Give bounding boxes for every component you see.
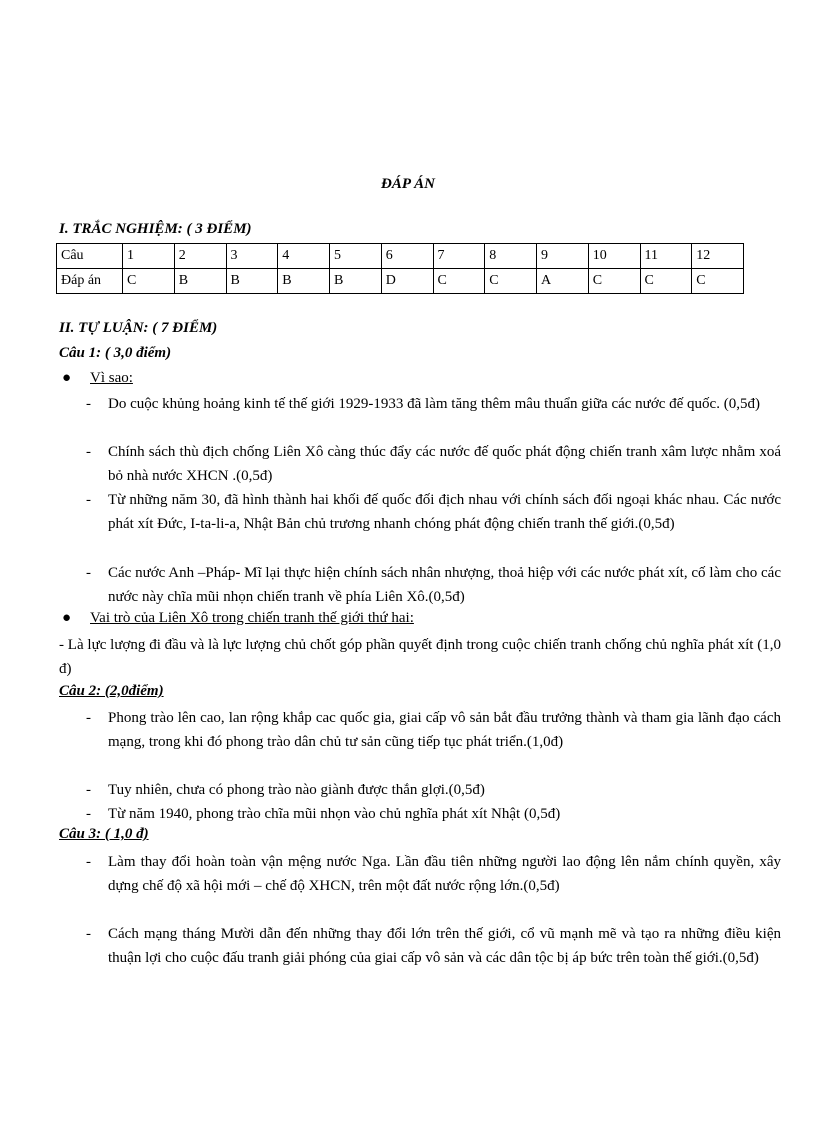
dash-icon: -: [86, 926, 91, 942]
table-cell-answer: C: [433, 269, 485, 294]
table-cell-answer: C: [485, 269, 537, 294]
list-item: [86, 850, 781, 898]
bullet-role-label: Vai trò của Liên Xô trong chiến tranh thế giới thứ hai:: [90, 610, 414, 626]
list-item-text: Từ năm 1940, phong trào chĩa mũi nhọn vào chủ nghĩa phát xít Nhật (0,5đ): [108, 806, 561, 822]
table-cell-answer: C: [692, 269, 744, 294]
table-cell-question: 12: [692, 244, 744, 269]
table-row-answers: [57, 269, 744, 294]
dash-icon: -: [86, 806, 91, 822]
question2-heading: Câu 2: (2,0điểm): [59, 683, 164, 699]
table-cell-answer: B: [278, 269, 330, 294]
list-item-text: Tuy nhiên, chưa có phong trào nào giành được thắn glợi.(0,5đ): [108, 782, 485, 798]
dash-icon: -: [86, 854, 91, 870]
bullet-icon: ●: [62, 610, 72, 626]
table-cell-question: 3: [226, 244, 278, 269]
section1-heading: I. TRẮC NGHIỆM: ( 3 ĐIỂM): [59, 221, 252, 237]
table-cell-question: 6: [381, 244, 433, 269]
table-cell-answer: D: [381, 269, 433, 294]
bullet-why-label: Vì sao:: [90, 370, 133, 386]
list-item: [86, 778, 781, 802]
table-cell-label: Đáp án: [57, 269, 123, 294]
table-cell-question: 11: [640, 244, 692, 269]
list-item: [86, 392, 781, 416]
dash-icon: -: [86, 492, 91, 508]
table-cell-question: 10: [588, 244, 640, 269]
table-cell-question: 8: [485, 244, 537, 269]
section2-heading: II. TỰ LUẬN: ( 7 ĐIỂM): [59, 320, 218, 336]
question1-heading: Câu 1: ( 3,0 điểm): [59, 345, 172, 361]
list-item-text: Phong trào lên cao, lan rộng khắp cac quốc gia, giai cấp vô sản bắt đầu trưởng thành và tham gia lãnh đạo cách mạng, trong khi đó phong trào dân chủ tư sản cũng tiếp tục phát triển.(1,0đ): [108, 710, 781, 750]
list-item: [86, 488, 781, 536]
list-item: [86, 922, 781, 970]
table-cell-question: 1: [123, 244, 175, 269]
table-cell-question: 4: [278, 244, 330, 269]
table-cell-label: Câu: [57, 244, 123, 269]
list-item: [86, 440, 781, 488]
table-cell-answer: C: [588, 269, 640, 294]
dash-icon: -: [86, 710, 91, 726]
question3-heading: Câu 3: ( 1,0 đ): [59, 826, 149, 842]
role-text: - Là lực lượng đi đầu và là lực lượng chủ chốt góp phần quyết định trong cuộc chiến tranh chống chủ nghĩa phát xít (1,0 đ): [59, 637, 781, 677]
table-cell-question: 9: [537, 244, 589, 269]
table-cell-answer: A: [537, 269, 589, 294]
list-item-text: Các nước Anh –Pháp- Mĩ lại thực hiện chính sách nhân nhượng, thoả hiệp với các nước phát xít, cố làm cho các nước này chĩa mũi nhọn chiến tranh về phía Liên Xô.(0,5đ): [108, 565, 781, 605]
list-item: [86, 561, 781, 609]
dash-icon: -: [86, 565, 91, 581]
table-cell-answer: B: [330, 269, 382, 294]
dash-icon: -: [86, 444, 91, 460]
bullet-why: [62, 370, 133, 387]
table-cell-question: 7: [433, 244, 485, 269]
table-cell-answer: B: [174, 269, 226, 294]
list-item-text: Chính sách thù địch chống Liên Xô càng thúc đẩy các nước đế quốc phát động chiến tranh xâm lược nhằm xoá bỏ nhà nước XHCN .(0,5đ): [108, 444, 781, 484]
dash-icon: -: [86, 782, 91, 798]
page-title: ĐÁP ÁN: [380, 176, 436, 192]
list-item-text: Từ những năm 30, đã hình thành hai khối đế quốc đối địch nhau với chính sách đối ngoại khác nhau. Các nước phát xít Đức, I-ta-li-a, Nhật Bản chủ trương nhanh chóng phát động chiến tranh thế giới.(0,5đ): [108, 492, 781, 532]
list-item-text: Do cuộc khủng hoảng kinh tế thế giới 1929-1933 đã làm tăng thêm mâu thuẩn giữa các nước đế quốc. (0,5đ): [108, 396, 760, 412]
list-item-text: Làm thay đổi hoàn toàn vận mệng nước Nga. Lần đầu tiên những người lao động lên nắm chính quyền, xây dựng chế độ xã hội mới – chế độ XHCN, trên một đất nước rộng lớn.(0,5đ): [108, 854, 781, 894]
table-cell-question: 2: [174, 244, 226, 269]
table-cell-answer: C: [123, 269, 175, 294]
table-cell-answer: B: [226, 269, 278, 294]
table-cell-answer: C: [640, 269, 692, 294]
bullet-icon: ●: [62, 370, 72, 386]
table-cell-question: 5: [330, 244, 382, 269]
list-item-text: Cách mạng tháng Mười dẫn đến những thay đổi lớn trên thế giới, cổ vũ mạnh mẽ và tạo ra những điều kiện thuận lợi cho cuộc đấu tranh giải phóng của giai cấp vô sản và các dân tộc bị áp bức trên toàn thế giới.(0,5đ): [108, 926, 781, 966]
bullet-role: [62, 610, 414, 627]
list-item: [86, 802, 781, 826]
list-item: [86, 706, 781, 754]
table-row-questions: [57, 244, 744, 269]
answer-table: [56, 243, 744, 294]
dash-icon: -: [86, 396, 91, 412]
